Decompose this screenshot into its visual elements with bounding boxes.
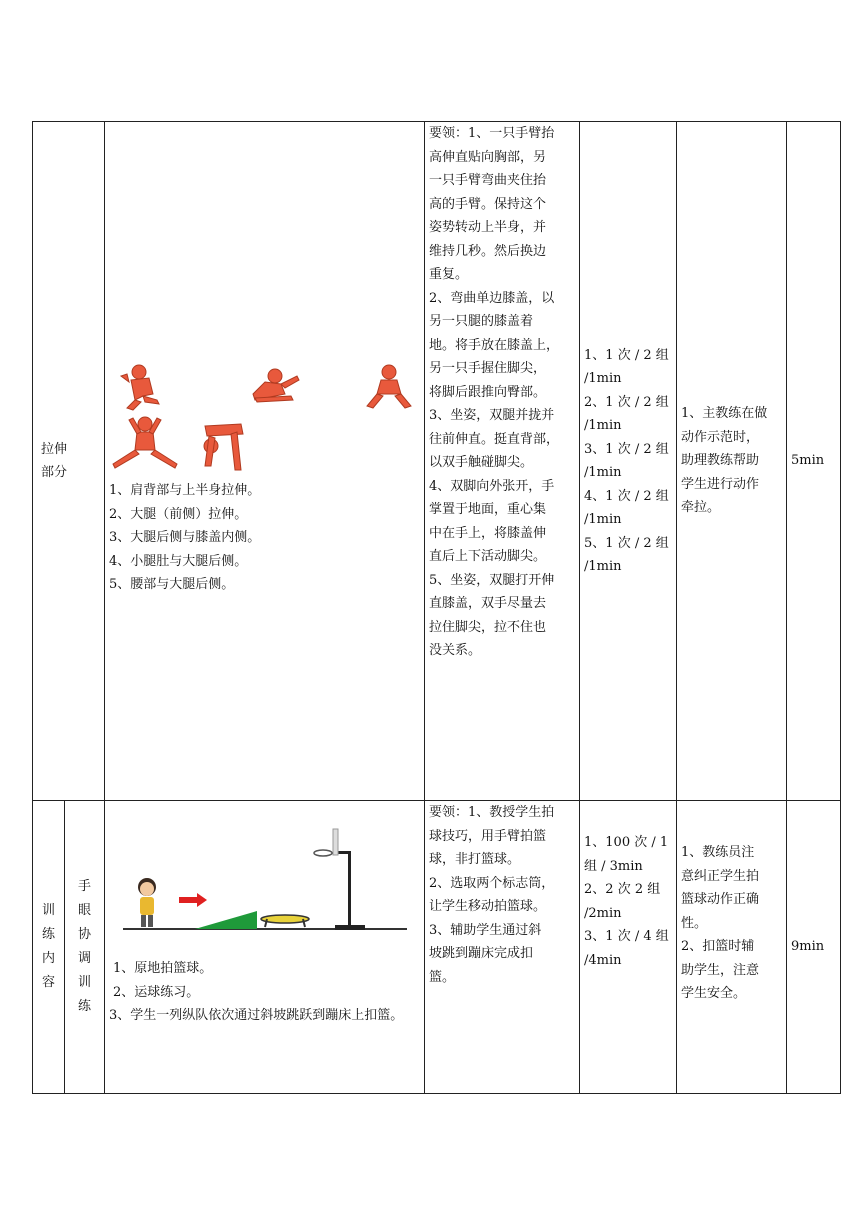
stretch-time: 5min: [787, 122, 841, 801]
stretch-section-label: 拉伸 部分: [33, 122, 105, 801]
student-figure: [138, 878, 156, 927]
list-item: 2、运球练习。: [113, 984, 200, 1000]
stretch-content-cell: [105, 122, 425, 801]
training-time: 9min: [787, 801, 841, 1094]
stretch-figure-3: [367, 365, 411, 408]
basketball-hoop: [314, 829, 365, 930]
list-item: 5、腰部与大腿后侧。: [109, 577, 235, 592]
stretch-items-list: [109, 479, 260, 597]
list-item: 3、大腿后侧与膝盖内侧。: [109, 530, 261, 545]
dunk-drill-illustration: [123, 825, 423, 937]
stretch-figure-2: [253, 369, 299, 402]
stretch-illustrations: [105, 354, 425, 484]
stretch-figure-4: [113, 417, 177, 468]
lesson-plan-table: [32, 121, 841, 1094]
list-item: 3、学生一列纵队依次通过斜坡跳跃到蹦床上扣篮。: [109, 1008, 404, 1023]
stretch-figure-5: [204, 424, 243, 470]
trampoline: [261, 915, 309, 927]
stretch-row: [33, 122, 841, 801]
training-sub-label: 手 眼 协 调 训 练: [65, 801, 105, 1094]
training-key-points: 要领：1、教授学生拍 球技巧，用手臂拍篮 球，非打篮球。 2、选取两个标志筒， 让学生移动拍篮球。 3、辅助学生通过斜 坡跳到蹦床完成扣 篮。: [425, 801, 580, 1094]
list-item: 1、原地拍篮球。: [113, 961, 213, 976]
direction-arrow-icon: [179, 893, 207, 907]
training-section-label: 训 练 内 容: [33, 801, 65, 1094]
training-row: [33, 801, 841, 1094]
stretch-organization: 1、主教练在做 动作示范时， 助理教练帮助 学生进行动作 牵拉。: [677, 122, 787, 801]
stretch-figure-1: [121, 365, 159, 410]
list-item: 4、小腿肚与大腿后侧。: [109, 553, 248, 569]
ramp: [195, 911, 257, 929]
stretch-key-points: 要领：1、一只手臂抬 高伸直贴向胸部，另 一只手臂弯曲夹住抬 高的手臂。保持这个 姿势转动上半身，并 维持几秒。然后换边 重复。 2、弯曲单边膝盖，以 另一只腿的膝盖着 地。将手放在膝盖上， 另一只手握住脚尖， 将脚后跟推向臀部。 3、坐姿，双腿并拢并 往前伸直。挺直背部， 以双手触碰脚尖。 4、双脚向外张开，手 掌置于地面，重心集 中在手上，将膝盖伸 直后上下活动脚尖。 5、坐姿，双腿打开伸 直膝盖，双手尽量去 拉住脚尖，拉不住也 没关系。: [425, 122, 580, 801]
training-content-cell: [105, 801, 425, 1094]
training-sets: 1、100 次 / 1 组 / 3min 2、2 次 2 组 /2min 3、1 次 / 4 组 /4min: [580, 801, 677, 1094]
training-organization: 1、教练员注 意纠正学生拍 篮球动作正确 性。 2、扣篮时辅 助学生，注意 学生安全。: [677, 801, 787, 1094]
training-items-list: [105, 957, 407, 1028]
list-item: 1、肩背部与上半身拉伸。: [109, 483, 261, 498]
list-item: 2、大腿（前侧）拉伸。: [109, 506, 248, 522]
stretch-sets: 1、1 次 / 2 组 /1min 2、1 次 / 2 组 /1min 3、1 次 / 2 组 /1min 4、1 次 / 2 组 /1min 5、1 次 / 2 组 /1min: [580, 122, 677, 801]
